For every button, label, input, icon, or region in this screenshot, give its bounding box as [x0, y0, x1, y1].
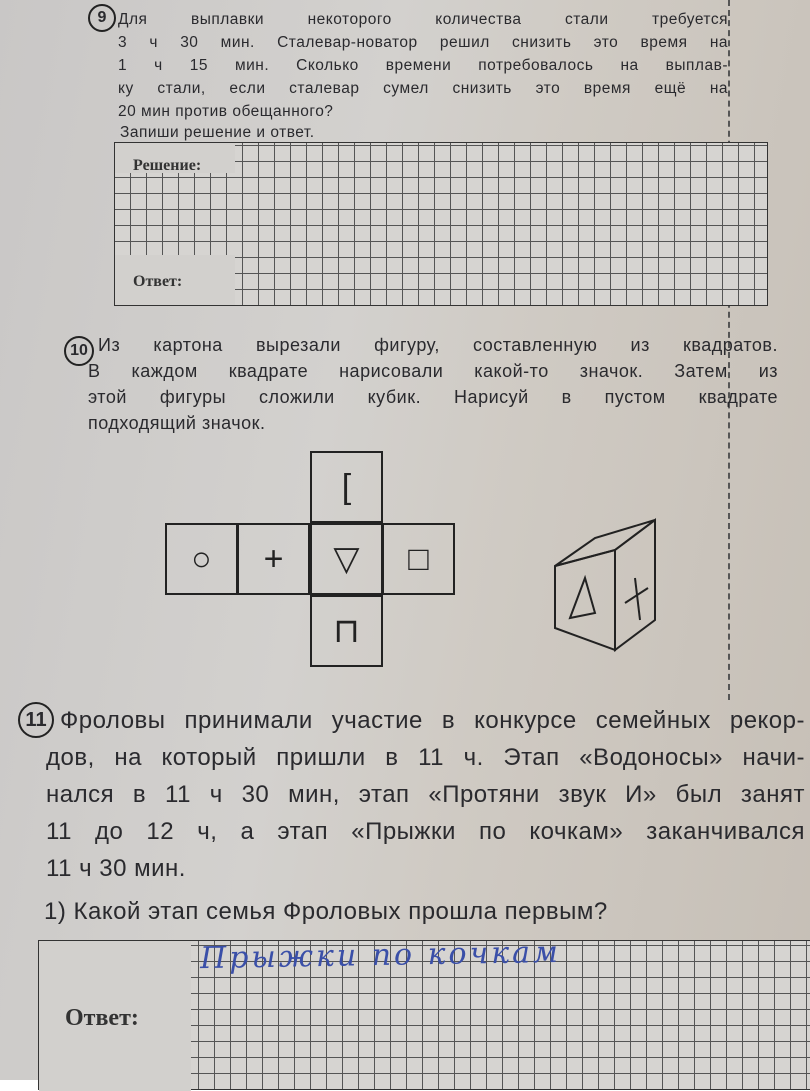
- text-line: 11 ч 30 мин.: [46, 855, 186, 882]
- task-11-text: [46, 702, 805, 887]
- handwritten-answer: Прыжки по кочкам: [199, 934, 562, 977]
- task-9-number: 9: [88, 4, 116, 32]
- text-line: дов, на который пришли в 11 ч. Этап «Водоносы» начи-: [46, 744, 805, 771]
- text-line: подходящий значок.: [88, 413, 266, 433]
- task-11-question: 1) Какой этап семья Фроловых прошла первым?: [44, 898, 608, 925]
- text-line: 20 мин против обещанного?: [118, 103, 334, 120]
- text-line: Для выплавки некоторого количества стали требуется: [118, 11, 728, 28]
- task-9-instruction: Запиши решение и ответ.: [120, 124, 315, 141]
- cube-icon: [540, 508, 670, 658]
- text-line: Из картона вырезали фигуру, составленную из квадратов.: [98, 335, 778, 355]
- net-square-plus: +: [237, 523, 310, 595]
- task-10-number: 10: [64, 336, 94, 366]
- net-square-circle: ○: [165, 523, 238, 595]
- net-square-bottom: ⊓: [310, 595, 383, 667]
- task-9-text: [118, 8, 728, 123]
- solution-label: Решение:: [115, 143, 235, 173]
- text-line: 3 ч 30 мин. Сталевар-новатор решил снизить это время на: [118, 34, 728, 51]
- net-square-square: □: [382, 523, 455, 595]
- text-line: нался в 11 ч 30 мин, этап «Протяни звук И» был занят: [46, 781, 805, 808]
- net-square-triangle: ▽: [310, 523, 383, 595]
- text-line: 11 до 12 ч, а этап «Прыжки по кочкам» заканчивался: [46, 818, 805, 845]
- task-11-number: 11: [18, 702, 54, 738]
- net-square-top: [: [310, 451, 383, 523]
- text-line: Фроловы принимали участие в конкурсе семейных рекор-: [60, 707, 805, 734]
- task-10-text: [88, 332, 778, 436]
- answer-label: Ответ:: [39, 941, 191, 1091]
- text-line: этой фигуры сложили кубик. Нарисуй в пустом квадрате: [88, 387, 778, 407]
- text-line: ку стали, если сталевар сумел снизить это время ещё на: [118, 80, 728, 97]
- solution-grid[interactable]: [114, 142, 768, 306]
- answer-label: Ответ:: [115, 255, 235, 305]
- text-line: 1 ч 15 мин. Сколько времени потребовалось на выплав-: [118, 57, 728, 74]
- text-line: В каждом квадрате нарисовали какой-то значок. Затем из: [88, 361, 778, 381]
